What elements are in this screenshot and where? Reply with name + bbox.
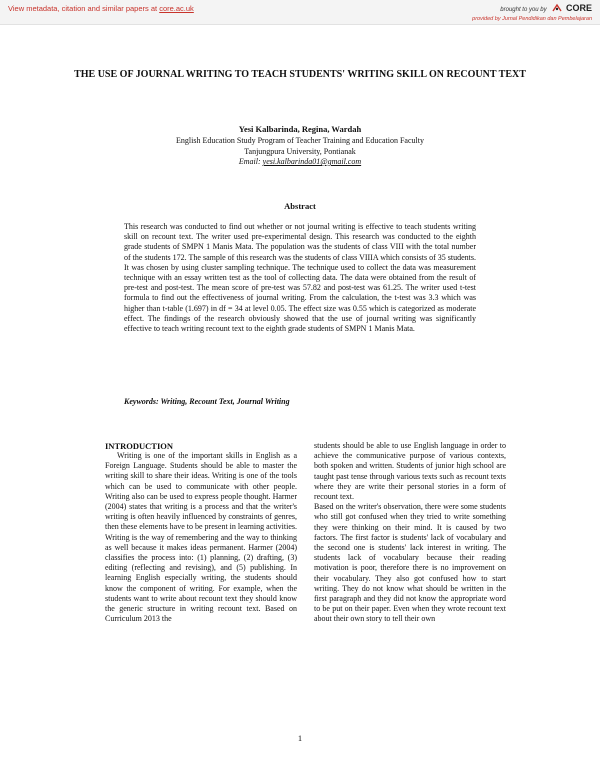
author-affiliation — [60, 136, 540, 168]
column-left — [105, 441, 297, 624]
core-link-url[interactable]: core.ac.uk — [159, 4, 194, 13]
abstract-body: This research was conducted to find out whether or not journal writing is effective to teach students writing skill on recount text. The writer used pre-experimental design. This research was conducted to the eighth grade students of SMPN 1 Manis Mata. The population was the students of class VIII with the total number of the students 172. The sample of this research was the students of class VIIIA which consists of 35 students. It was chosen by using cluster sampling technique. The technique used to collect the data was measurement technique with an essay written test as the tool of collecting data. The data were obtained from the result of pre-test and post-test. The mean score of pre-test was 57.82 and post-test was 61.25. The writer used t-test formula to find out the effectiveness of journal writing. From the calculation, the t-test was 3.3 which was higher than t-table (1.697) in df = 34 at level 0.05. The effect size was 0.55 which is categorized as moderate effect. The findings of the research obviously showed that the use of journal writing was significantly effective to teach writing recount text to the eighth grade students of SMPN 1 Manis Mata. — [124, 222, 476, 334]
brought-to-you-text: brought to you by — [500, 7, 547, 13]
introduction-heading: INTRODUCTION — [105, 441, 174, 451]
core-link-text: View metadata, citation and similar papers at — [8, 4, 158, 13]
intro-paragraph-1: Writing is one of the important skills in English as a Foreign Language. Students should be able to master the writing skill to share their ideas. Writing is one of the tools which can be used to communicate with other people. Writing also can be used to express people thought. Harmer (2004) states that writing is a process and that the writer's writing is often heavily influenced by constraints of genres, then these elements have to be present in learning activities. Writing is the way of remembering and the way to thinking as well because it makes ideas permanent. Harmer (2004) classifies the process into: (1) planning, (2) drafting, (3) editing (reflecting and revising), and (5) publishing. In learning English especially writing, the students should know the component of writing. For example, when the students want to write about recount text they should know the generic structure in writing recount text. Based on Curriculum 2013 the — [105, 451, 297, 624]
affiliation-line-1: English Education Study Program of Teacher Training and Education Faculty — [176, 136, 424, 145]
email-line — [60, 157, 540, 168]
provided-by-text: provided by Jurnal Pendidikan dan Pembelajaran — [472, 16, 592, 22]
paper-authors: Yesi Kalbarinda, Regina, Wardah — [238, 124, 362, 134]
affiliation-line-2: Tanjungpura University, Pontianak — [244, 146, 356, 156]
core-banner — [0, 0, 600, 25]
keywords: Keywords: Writing, Recount Text, Journal Writing — [124, 397, 290, 406]
abstract-heading: Abstract — [284, 201, 316, 211]
page-number: 1 — [297, 733, 303, 743]
paper-title: THE USE OF JOURNAL WRITING TO TEACH STUDENTS' WRITING SKILL ON RECOUNT TEXT — [74, 69, 526, 80]
intro-paragraph-2: Based on the writer's observation, there were some students who still got confused when they tried to write something they were thinking on their mind. It is caused by two factors. The first factor is students' lack of vocabulary and the second one is students' lack interest in writing. The students lack of vocabulary because their reading motivation is poor, therefore there is no improvement on their vocabulary. They also got confused how to start writing. They do not know what should be written in the first paragraph and they did not know the appropriate word to be put on their paper. Even when they wrote recount text about their own story to tell their own — [314, 502, 506, 624]
core-metadata-link[interactable] — [8, 4, 194, 13]
column-right — [314, 441, 506, 625]
intro-paragraph-1-cont: students should be able to use English language in order to achieve the communicative purpose of various contexts, both spoken and written. Students of junior high school are taught past tense through various texts such as recount texts where they are write their personal stories in a form of recount text. — [314, 441, 506, 502]
core-brand[interactable] — [500, 3, 592, 15]
core-logo-text: CORE — [565, 3, 592, 13]
core-logo-icon — [551, 3, 563, 15]
author-email[interactable]: yesi.kalbarinda01@gmail.com — [262, 157, 362, 166]
email-label: Email: — [238, 157, 261, 166]
